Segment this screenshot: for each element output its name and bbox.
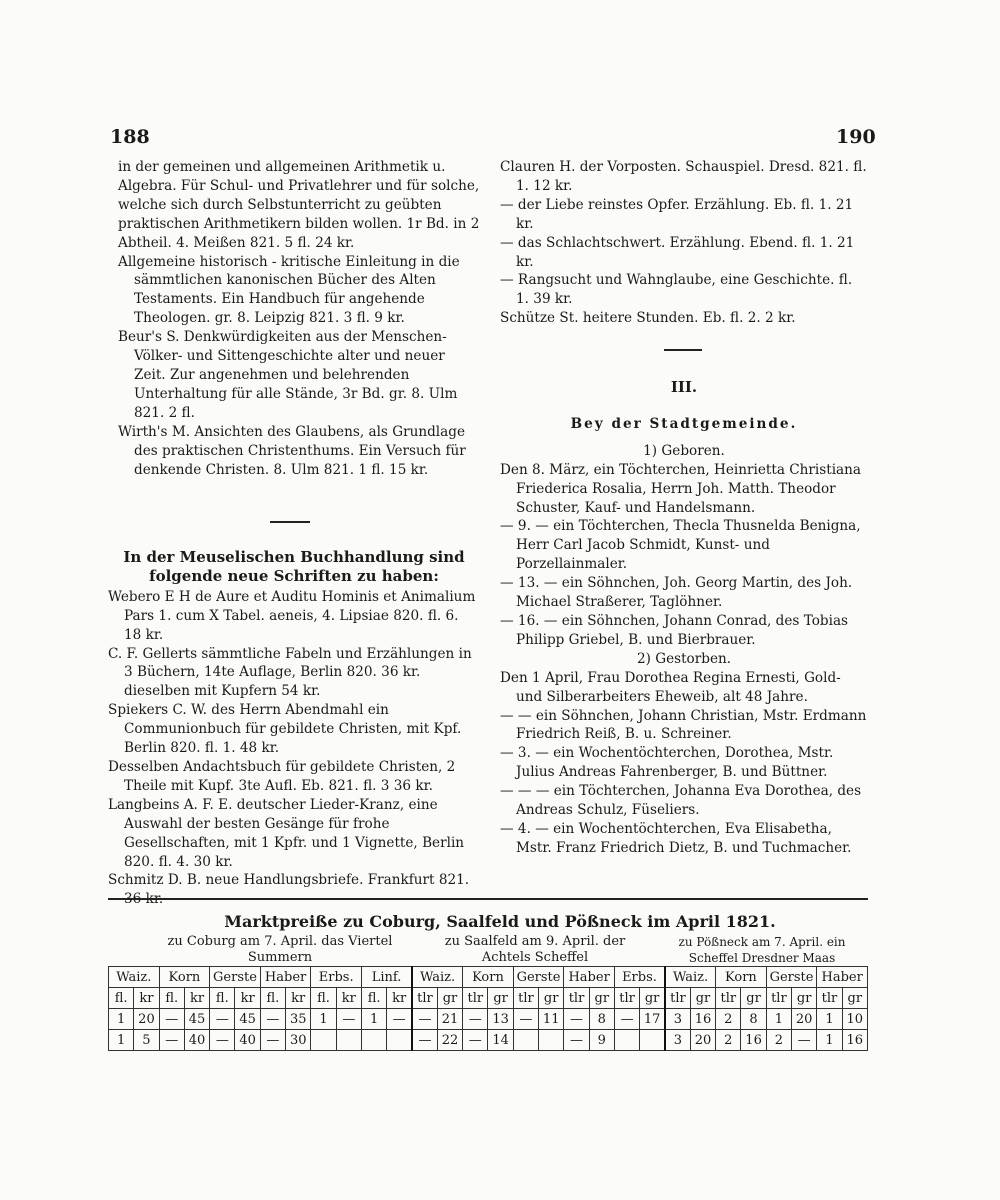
unit-header: fl. [260, 988, 285, 1009]
price-cell: 35 [286, 1009, 311, 1030]
book-entry: — der Liebe reinstes Opfer. Erzählung. Eb. fl. 1. 21 kr. [500, 196, 854, 232]
price-cell: — [463, 1009, 488, 1030]
price-cell: 20 [690, 1030, 715, 1051]
register-entry: — 9. — ein Töchterchen, Thecla Thusnelda Benigna, Herr Carl Jacob Schmidt, Kunst- und Porzellainmaler. [500, 518, 861, 573]
saalfeld-header: zu Saalfeld am 9. April. der Achtels Scheffel [444, 934, 626, 965]
price-cell: 45 [235, 1009, 260, 1030]
price-cell [336, 1030, 361, 1051]
price-cell: 1 [109, 1009, 134, 1030]
price-cell: 5 [134, 1030, 159, 1051]
grain-header: Erbs. [311, 967, 362, 988]
unit-header: gr [488, 988, 513, 1009]
price-cell: — [513, 1009, 538, 1030]
unit-header: tlr [614, 988, 639, 1009]
register-entry: — 13. — ein Söhnchen, Joh. Georg Martin, des Joh. Michael Straßerer, Taglöhner. [500, 575, 853, 611]
price-cell [640, 1030, 665, 1051]
price-cell: 9 [589, 1030, 614, 1051]
price-cell [539, 1030, 564, 1051]
register-entry: — 16. — ein Söhnchen, Johann Conrad, des Tobias Philipp Griebel, B. und Bierbrauer. [500, 612, 849, 648]
price-cell: 16 [741, 1030, 766, 1051]
book-entry: Allgemeine historisch - kritische Einleitung in die sämmtlichen kanonischen Bücher des Alten Testaments. Ein Handbuch für angehende Theologen. gr. 8. Leipzig 821. 3 fl. 9 kr. [118, 253, 460, 327]
meusel-section [108, 548, 480, 909]
grain-header: Gerste [210, 967, 261, 988]
price-cell: 1 [361, 1009, 386, 1030]
price-cell: — [463, 1030, 488, 1051]
grain-header: Korn [463, 967, 514, 988]
unit-header: gr [842, 988, 867, 1009]
price-cell: 21 [437, 1009, 462, 1030]
register-entry: Den 8. März, ein Töchterchen, Heinrietta Christiana Friederica Rosalia, Herrn Joh. Matth. Theodor Schuster, Kauf- und Handelsmann. [500, 461, 862, 516]
unit-header: tlr [463, 988, 488, 1009]
grain-header: Gerste [766, 967, 817, 988]
price-cell: 11 [539, 1009, 564, 1030]
unit-header: gr [437, 988, 462, 1009]
register-entry: Den 1 April, Frau Dorothea Regina Ernesti, Gold- und Silberarbeiters Eheweib, alt 48 Jahre. [500, 669, 841, 705]
price-cell: 10 [842, 1009, 867, 1030]
coburg-header: zu Coburg am 7. April. das Viertel Summern [167, 934, 393, 965]
grain-header: Erbs. [614, 967, 665, 988]
book-entry: — das Schlachtschwert. Erzählung. Ebend. fl. 1. 21 kr. [500, 234, 855, 270]
unit-header: gr [690, 988, 715, 1009]
parish-register [500, 378, 868, 858]
grain-header-row [109, 967, 868, 988]
price-cell: — [564, 1030, 589, 1051]
price-cell: 2 [716, 1030, 741, 1051]
price-body [109, 1009, 868, 1051]
price-cell: — [159, 1009, 184, 1030]
price-cell: 16 [690, 1009, 715, 1030]
price-cell: 1 [817, 1009, 842, 1030]
grain-header: Haber [817, 967, 868, 988]
book-entry: C. F. Gellerts sämmtliche Fabeln und Erzählungen in 3 Büchern, 14te Auflage, Berlin 820. 36 kr. dieselben mit Kupfern 54 kr. [108, 645, 472, 700]
register-entry: — — — ein Töchterchen, Johanna Eva Dorothea, des Andreas Schulz, Füseliers. [500, 783, 862, 819]
unit-header: kr [286, 988, 311, 1009]
unit-header: gr [792, 988, 817, 1009]
section-divider [270, 521, 310, 523]
unit-header: fl. [311, 988, 336, 1009]
price-cell: 8 [741, 1009, 766, 1030]
unit-header: tlr [564, 988, 589, 1009]
price-cell: 14 [488, 1030, 513, 1051]
left-column [118, 158, 480, 479]
price-cell: — [412, 1030, 437, 1051]
register-entry: — — ein Söhnchen, Johann Christian, Mstr. Erdmann Friedrich Reiß, B. u. Schreiner. [500, 707, 867, 743]
price-cell: 16 [842, 1030, 867, 1051]
book-entry: Wirth's M. Ansichten des Glaubens, als Grundlage des praktischen Christenthums. Ein Versuch für denkende Christen. 8. Ulm 821. 1 fl. 15 kr. [118, 423, 466, 478]
unit-header-row [109, 988, 868, 1009]
section-title: Bey der Stadtgemeinde. [570, 415, 798, 432]
market-title: Marktpreiße zu Coburg, Saalfeld und Pößneck im April 1821. [224, 912, 776, 931]
price-cell: — [614, 1009, 639, 1030]
price-cell: — [336, 1009, 361, 1030]
unit-header: fl. [109, 988, 134, 1009]
price-cell: 3 [665, 1030, 690, 1051]
unit-header: fl. [361, 988, 386, 1009]
poessneck-header: zu Pößneck am 7. April. ein Scheffel Dresdner Maas [678, 935, 846, 965]
price-cell: — [564, 1009, 589, 1030]
grain-header: Waiz. [665, 967, 716, 988]
grain-header: Gerste [513, 967, 564, 988]
unit-header: tlr [716, 988, 741, 1009]
price-cell: — [387, 1009, 412, 1030]
unit-header: tlr [665, 988, 690, 1009]
price-cell: 22 [437, 1030, 462, 1051]
price-cell: 1 [817, 1030, 842, 1051]
unit-header: tlr [513, 988, 538, 1009]
price-cell [311, 1030, 336, 1051]
section-number: III. [670, 378, 698, 396]
price-cell [387, 1030, 412, 1051]
born-heading: 1) Geboren. [643, 442, 725, 459]
book-entry: Spiekers C. W. des Herrn Abendmahl ein Communionbuch für gebildete Christen, mit Kpf. Berlin 820. fl. 1. 48 kr. [108, 702, 462, 757]
right-column-books [500, 158, 868, 328]
book-entry: in der gemeinen und allgemeinen Arithmetik u. Algebra. Für Schul- und Privatlehrer und für solche, welche sich durch Selbstunterricht zu geübten praktischen Arithmetikern bilden wollen. 1r Bd. in 2 Abtheil. 4. Meißen 821. 5 fl. 24 kr. [118, 159, 480, 251]
unit-header: kr [387, 988, 412, 1009]
unit-header: kr [235, 988, 260, 1009]
grain-header: Linf. [361, 967, 412, 988]
price-cell: 40 [184, 1030, 209, 1051]
price-cell: 40 [235, 1030, 260, 1051]
grain-header: Korn [716, 967, 767, 988]
grain-header: Waiz. [412, 967, 463, 988]
register-entry: — 4. — ein Wochentöchterchen, Eva Elisabetha, Mstr. Franz Friedrich Dietz, B. und Tuchmacher. [500, 820, 852, 856]
unit-header: gr [539, 988, 564, 1009]
table-top-rule [108, 898, 868, 900]
meusel-heading: In der Meuselischen Buchhandlung sind folgende neue Schriften zu haben: [123, 548, 465, 585]
book-entry: Clauren H. der Vorposten. Schauspiel. Dresd. 821. fl. 1. 12 kr. [500, 159, 867, 194]
table-row [109, 1030, 868, 1051]
price-cell: 2 [766, 1030, 791, 1051]
price-cell: — [210, 1009, 235, 1030]
price-cell: 13 [488, 1009, 513, 1030]
price-cell: 1 [109, 1030, 134, 1051]
book-entry: Webero E H de Aure et Auditu Hominis et Animalium Pars 1. cum X Tabel. aeneis, 4. Lipsiae 820. fl. 6. 18 kr. [108, 588, 476, 643]
unit-header: tlr [817, 988, 842, 1009]
unit-header: tlr [766, 988, 791, 1009]
price-cell: 20 [792, 1009, 817, 1030]
price-cell: — [260, 1009, 285, 1030]
register-entry: — 3. — ein Wochentöchterchen, Dorothea, Mstr. Julius Andreas Fahrenberger, B. und Büttner. [500, 745, 834, 781]
grain-header: Waiz. [109, 967, 160, 988]
book-entry: Langbeins A. F. E. deutscher Lieder-Kranz, eine Auswahl der besten Gesänge für frohe Gesellschaften, mit 1 Kpfr. und 1 Vignette, Berlin 820. fl. 4. 30 kr. [108, 796, 465, 870]
died-heading: 2) Gestorben. [636, 650, 732, 667]
unit-header: kr [134, 988, 159, 1009]
book-entry: Beur's S. Denkwürdigkeiten aus der Menschen-Völker- und Sittengeschichte alter und neuer Zeit. Zur angenehmen und belehrenden Unterhaltung für alle Stände, 3r Bd. gr. 8. Ulm 821. 2 fl. [118, 329, 458, 421]
unit-header: kr [184, 988, 209, 1009]
table-row [109, 1009, 868, 1030]
book-entry: Desselben Andachtsbuch für gebildete Christen, 2 Theile mit Kupf. 3te Aufl. Eb. 821. fl. 3 36 kr. [108, 758, 456, 794]
price-cell: 1 [766, 1009, 791, 1030]
page-number-right: 190 [836, 126, 876, 148]
price-cell: — [412, 1009, 437, 1030]
book-entry: Schütze St. heitere Stunden. Eb. fl. 2. 2 kr. [500, 310, 796, 327]
price-cell: 3 [665, 1009, 690, 1030]
price-cell [513, 1030, 538, 1051]
grain-header: Haber [564, 967, 615, 988]
price-cell: 17 [640, 1009, 665, 1030]
unit-header: gr [741, 988, 766, 1009]
unit-header: gr [640, 988, 665, 1009]
grain-header: Haber [260, 967, 311, 988]
page-number-left: 188 [110, 126, 150, 148]
unit-header: kr [336, 988, 361, 1009]
grain-header: Korn [159, 967, 210, 988]
book-entry: — Rangsucht und Wahnglaube, eine Geschichte. fl. 1. 39 kr. [500, 272, 853, 308]
price-cell: 45 [184, 1009, 209, 1030]
price-cell: 1 [311, 1009, 336, 1030]
unit-header: fl. [210, 988, 235, 1009]
book-entry: Schmitz D. B. neue Handlungsbriefe. Frankfurt 821. [108, 872, 470, 889]
price-cell: 20 [134, 1009, 159, 1030]
market-price-table [108, 966, 868, 1051]
price-cell: 8 [589, 1009, 614, 1030]
price-cell [614, 1030, 639, 1051]
price-cell: — [210, 1030, 235, 1051]
price-cell: 30 [286, 1030, 311, 1051]
section-divider [664, 349, 702, 351]
price-cell: — [159, 1030, 184, 1051]
price-cell: — [792, 1030, 817, 1051]
price-cell [361, 1030, 386, 1051]
unit-header: fl. [159, 988, 184, 1009]
unit-header: gr [589, 988, 614, 1009]
price-cell: — [260, 1030, 285, 1051]
unit-header: tlr [412, 988, 437, 1009]
price-cell: 2 [716, 1009, 741, 1030]
